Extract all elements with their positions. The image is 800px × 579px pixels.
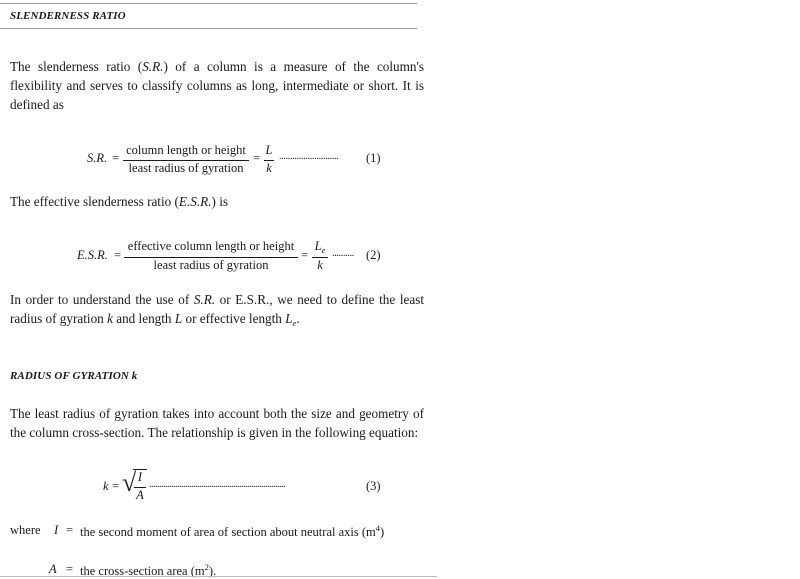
eq1-numerator: column length or height xyxy=(126,143,246,157)
eq1-l-symbol: L xyxy=(265,143,273,157)
eq2-k-symbol: k xyxy=(317,258,323,272)
effective-intro xyxy=(10,192,424,211)
intro-text-1: The slenderness ratio ( xyxy=(10,59,143,74)
a-exponent: 2 xyxy=(204,562,209,572)
radius-paragraph: The least radius of gyration takes into account both the size and geometry of the column cross-section. The relationship is given in the following equation: xyxy=(10,406,424,440)
a-symbol: A xyxy=(49,562,57,576)
understand-text-1: In order to understand the use of xyxy=(10,292,194,307)
eq3-i-symbol: I xyxy=(137,470,143,484)
eq2-label: (2) xyxy=(366,248,381,262)
eq3-dots: .................................................................... xyxy=(149,479,285,490)
eq2-denominator: least radius of gyration xyxy=(153,258,269,272)
esr-symbol: E.S.R. xyxy=(178,194,212,209)
top-rule xyxy=(0,3,417,4)
sr-symbol: S.R. xyxy=(142,59,164,74)
understand-sr: S.R. xyxy=(193,292,216,307)
eq1-dots: ........................... xyxy=(279,151,339,162)
eq3-a-symbol: A xyxy=(136,488,144,502)
eq1-k-symbol: k xyxy=(266,161,272,175)
a-equals: = xyxy=(66,562,74,576)
eq3-equals: = xyxy=(112,479,120,493)
understand-text-4: or effective length xyxy=(182,311,286,326)
i-equals: = xyxy=(66,523,74,537)
eq2-e-subscript: e xyxy=(321,245,326,255)
understand-le: L xyxy=(285,311,293,326)
eq2-le-symbol xyxy=(312,239,328,255)
a-definition-end: ). xyxy=(208,564,217,578)
eq1-label: (1) xyxy=(366,151,381,165)
where-label: where xyxy=(10,523,41,537)
eq2-numerator: effective column length or height xyxy=(127,239,295,253)
intro-paragraph xyxy=(10,57,424,114)
understand-k: k xyxy=(107,311,113,326)
eq1-lhs: S.R. xyxy=(87,151,108,165)
i-definition-text: the second moment of area of section about neutral axis (m xyxy=(80,525,376,539)
eq1-denominator: least radius of gyration xyxy=(128,161,244,175)
eq2-l: L xyxy=(314,239,322,253)
eq2-equals: = xyxy=(114,248,122,262)
understand-text-2: or E.S.R., we need to define the least radius of gyration xyxy=(10,292,424,326)
eq3-label: (3) xyxy=(366,479,381,493)
eq1-equals: = xyxy=(112,151,120,165)
i-symbol: I xyxy=(54,523,59,537)
eq3-radical: √ xyxy=(122,468,137,497)
eq2-dots: .......... xyxy=(332,248,355,259)
i-definition xyxy=(80,523,384,540)
understand-paragraph xyxy=(10,290,424,333)
eq2-lhs: E.S.R. xyxy=(77,248,108,262)
understand-le-subscript: e xyxy=(292,318,297,328)
heading-underline xyxy=(0,28,417,29)
effective-text-1: The effective slenderness ratio ( xyxy=(10,194,179,209)
eq1-equals-2: = xyxy=(253,151,261,165)
section-heading-slenderness-ratio: SLENDERNESS RATIO xyxy=(10,10,126,22)
i-exponent: 4 xyxy=(375,523,380,533)
understand-text-5: . xyxy=(296,311,300,326)
effective-text-2: ) is xyxy=(211,194,229,209)
eq2-equals-2: = xyxy=(301,248,309,262)
i-definition-end: ) xyxy=(379,525,385,539)
section-heading-radius-of-gyration: RADIUS OF GYRATION k xyxy=(10,370,138,382)
eq3-lhs: k xyxy=(103,479,109,493)
intro-text-2: ) of a column is a measure of the column's flexibility and serves to classify columns as long, intermediate or short. It is defined as xyxy=(10,59,425,112)
a-definition-text: the cross-section area (m xyxy=(80,564,205,578)
understand-l: L xyxy=(174,311,183,326)
bottom-rule xyxy=(0,576,437,577)
understand-text-3: and length xyxy=(112,311,175,326)
